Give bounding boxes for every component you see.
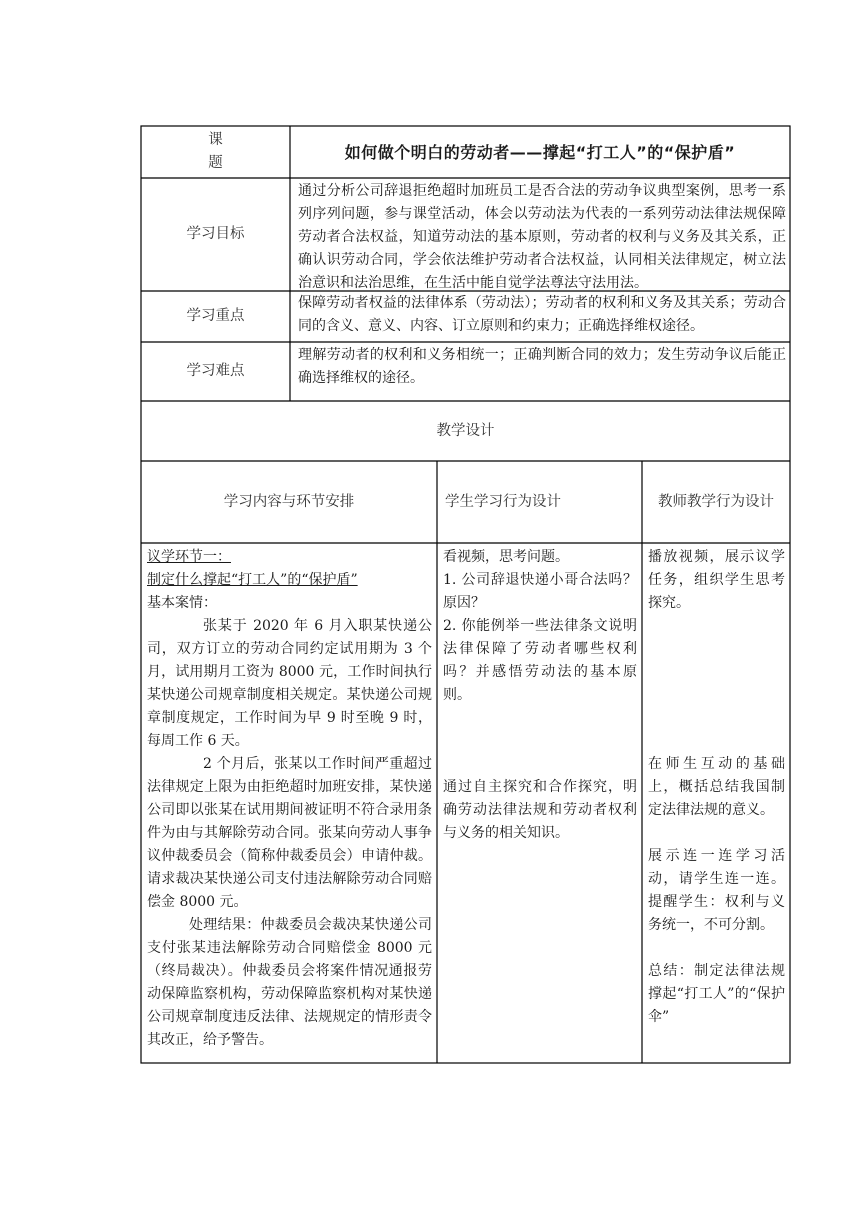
section-title-1: 议学环节一： [147, 549, 231, 565]
student-item-3: 2. 你能例举一些法律条文说明法律保障了劳动者哪些权利吗？并感悟劳动法的基本原则。 [443, 618, 637, 703]
student-column [437, 543, 642, 1063]
col-header-student: 学生学习行为设计 [445, 493, 561, 510]
student-item-1: 看视频，思考问题。 [443, 549, 569, 565]
case-paragraph-2: 2 个月后，张某以工作时间严重超过法律规定上限为由拒绝超时加班安排，某快递公司即以张某在试用期间被证明不符合录用条件为由与其解除劳动合同。张某向劳动人事争议仲裁委员会（简称仲裁委员会）申请仲裁。请求裁决某快递公司支付违法解除劳动合同赔偿金 8000 元。 [147, 756, 432, 910]
teacher-item-2: 在师生互动的基础上，概括总结我国制定法律法规的意义。 [648, 756, 785, 818]
content-column [141, 543, 437, 1063]
teacher-item-1: 播放视频，展示议学任务，组织学生思考探究。 [648, 549, 785, 611]
case-paragraph-3: 处理结果：仲裁委员会裁决某快递公司支付张某违法解除劳动合同赔偿金 8000 元（终局裁决）。仲裁委员会将案件情况通报劳动保障监察机构，劳动保障监察机构对某快递公司规章制度违反法律、法规规定的情形责令其改正，给予警告。 [147, 917, 432, 1048]
col-header-content: 学习内容与环节安排 [223, 493, 355, 510]
difficulties-label: 学习难点 [186, 363, 245, 379]
teacher-column [642, 543, 790, 1063]
student-item-4: 通过自主探究和合作探究，明确劳动法律法规和劳动者权利与义务的相关知识。 [443, 779, 637, 841]
student-item-2: 1. 公司辞退快递小哥合法吗？原因？ [443, 572, 637, 611]
design-heading: 教学设计 [436, 422, 495, 439]
lesson-title: 如何做个明白的劳动者——撑起“打工人”的“保护盾” [344, 142, 736, 162]
title-label [141, 126, 342, 178]
objectives-text: 通过分析公司辞退拒绝超时加班员工是否合法的劳动争议典型案例，思考一系列序列问题，参与课堂活动，体会以劳动法为代表的一系列劳动法律法规保障劳动者合法权益，知道劳动法的基本原则，劳动者的权利与义务及其关系，正确认识劳动合同，学会依法维护劳动者合法权益，认同相关法律规定，树立法治意识和法治思维，在生活中能自觉学法尊法守法用法。 [298, 183, 786, 291]
case-paragraph-1: 张某于 2020 年 6 月入职某快递公司，双方订立的劳动合同约定试用期为 3 个月，试用期月工资为 8000 元，工作时间执行某快递公司规章制度相关规定。某快递公司规章制度规定，工作时间为早 9 时至晚 9 时，每周工作 6 天。 [147, 618, 432, 749]
title-label-text: 课 题 [208, 132, 342, 171]
teacher-item-4: 总结：制定法律法规撑起“打工人”的“保护伞” [648, 963, 785, 1025]
key-points-label: 学习重点 [186, 308, 245, 324]
teacher-item-3: 展示连一连学习活动，请学生连一连。提醒学生：权利与义务统一，不可分割。 [648, 848, 785, 933]
difficulties-text: 理解劳动者的权利和义务相统一；正确判断合同的效力；发生劳动争议后能正确选择维权的途径。 [298, 347, 786, 386]
case-label: 基本案情： [147, 595, 217, 611]
objectives-label: 学习目标 [186, 226, 245, 242]
key-points-text: 保障劳动者权益的法律体系（劳动法）；劳动者的权利和义务及其关系；劳动合同的含义、意义、内容、订立原则和约束力；正确选择维权途径。 [298, 295, 786, 334]
section-title-2: 制定什么撑起“打工人”的“保护盾” [147, 572, 358, 588]
col-header-teacher: 教师教学行为设计 [658, 493, 774, 510]
